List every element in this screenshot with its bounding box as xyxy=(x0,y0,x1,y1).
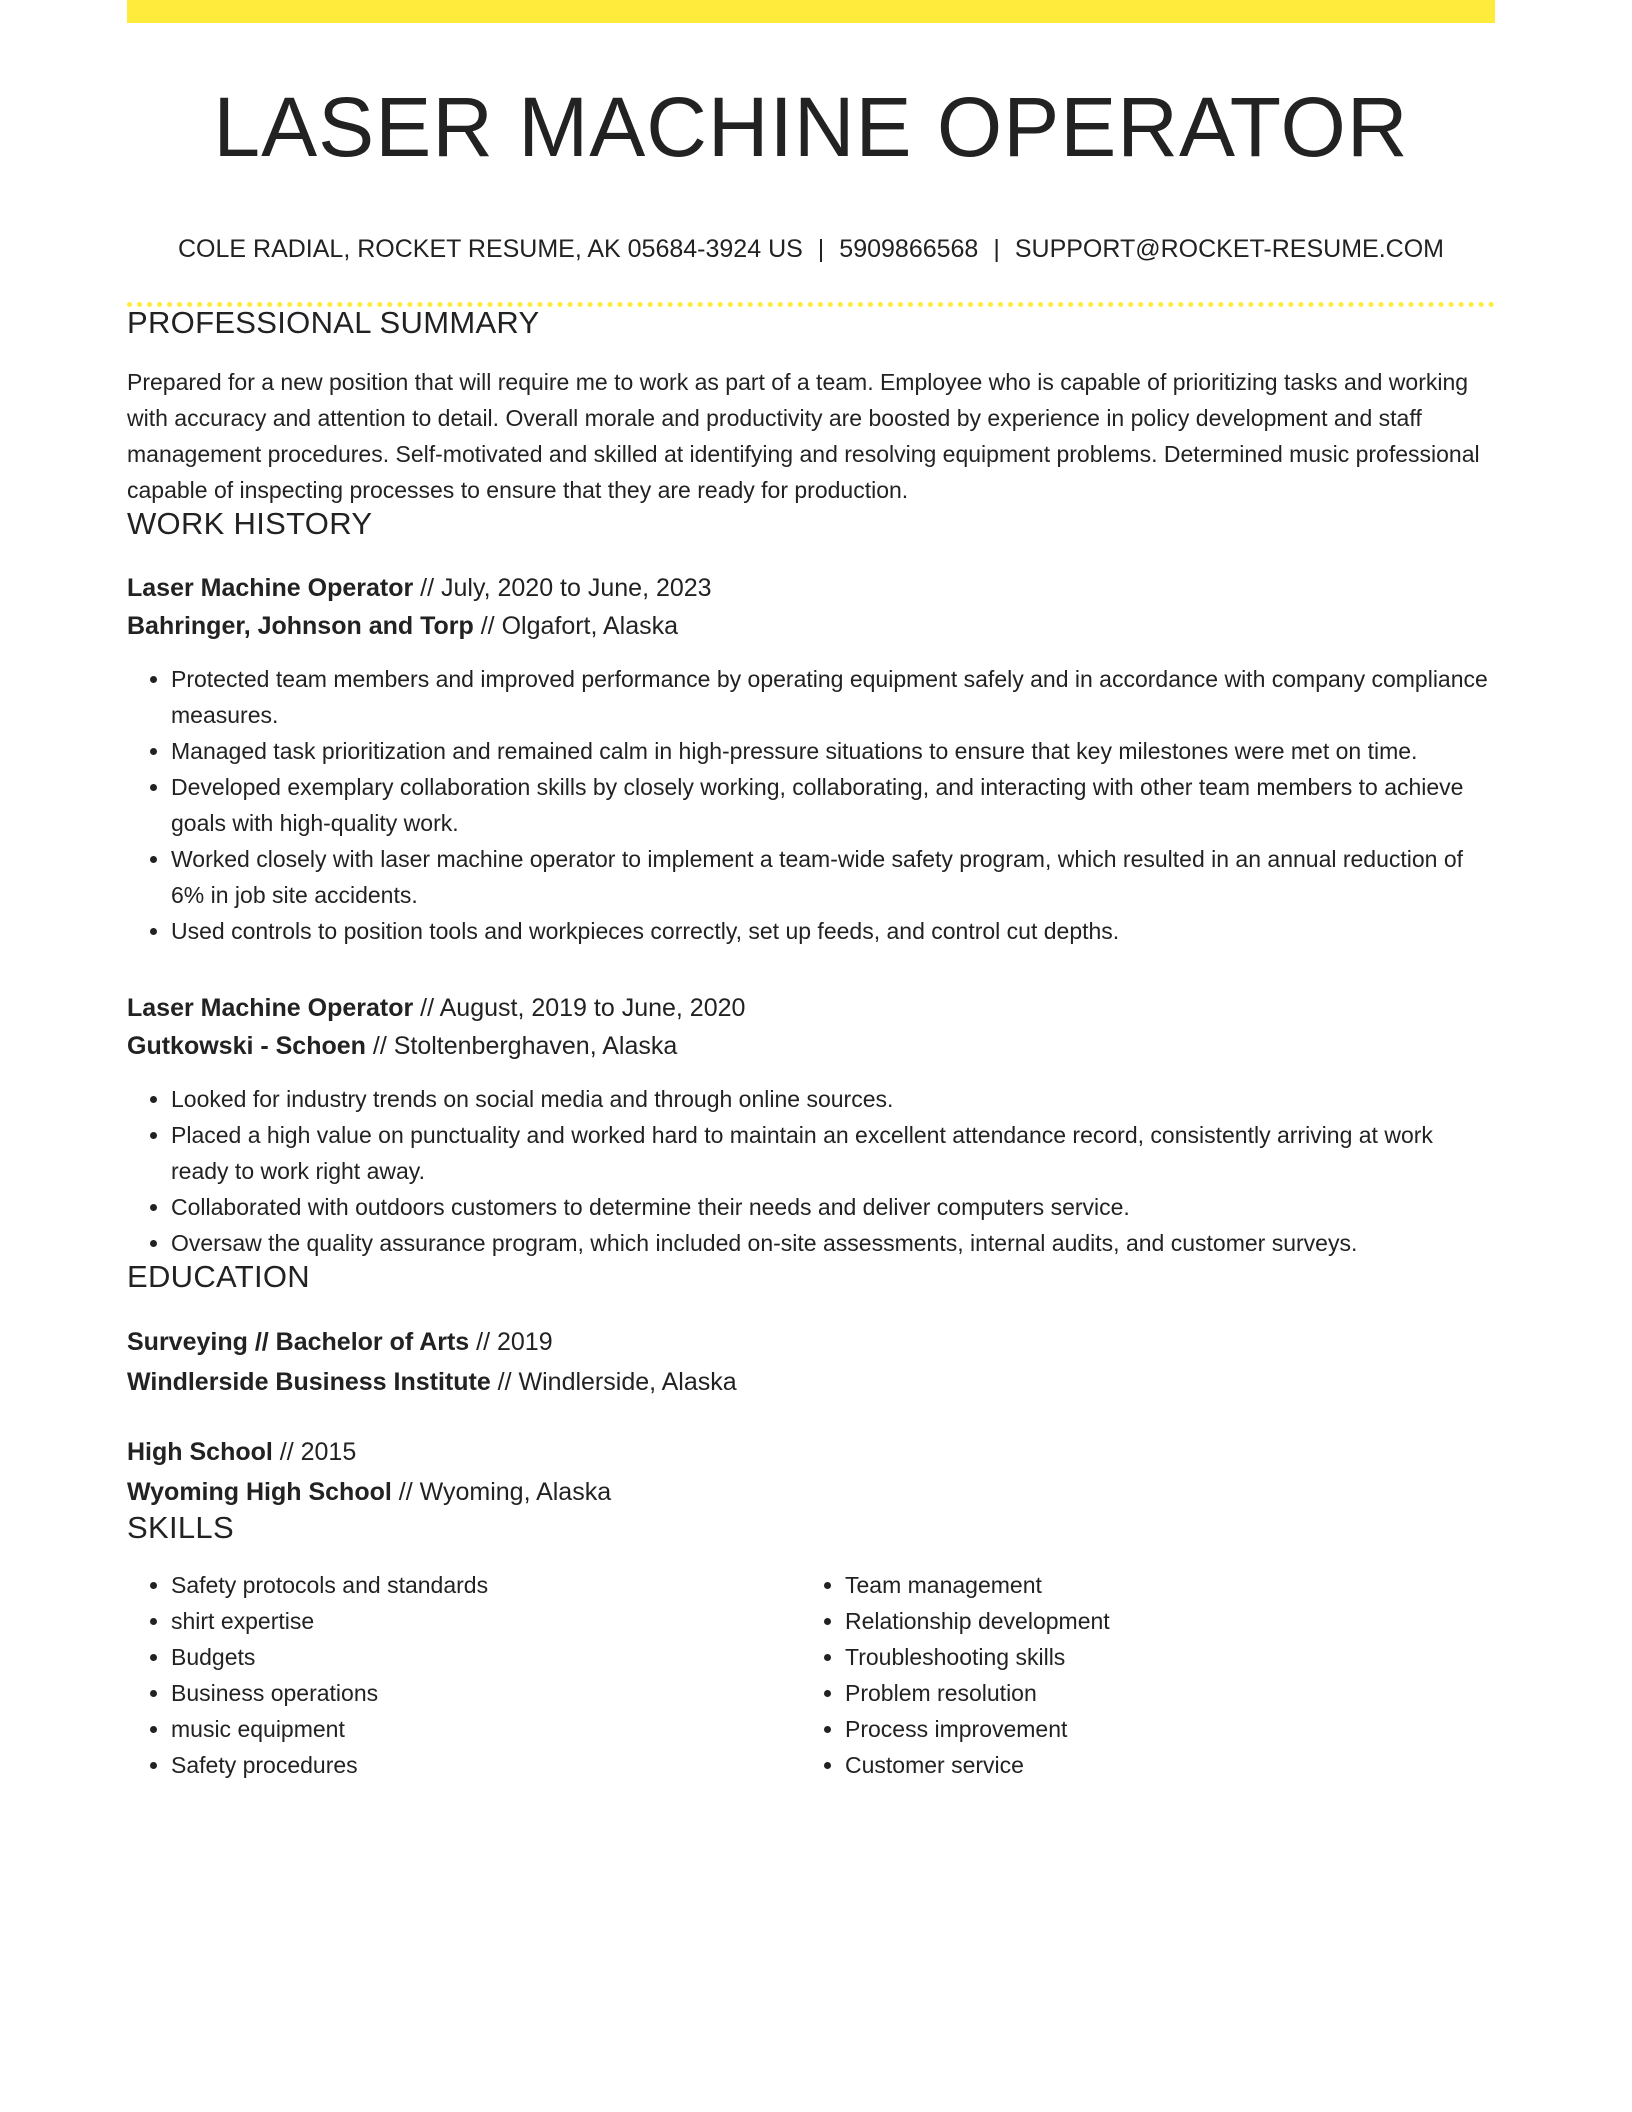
summary-heading: PROFESSIONAL SUMMARY xyxy=(127,305,540,340)
education-degree: Surveying // Bachelor of Arts xyxy=(127,1328,470,1356)
skill-item: • Safety protocols and standards xyxy=(171,1567,801,1603)
skill-item: • Relationship development xyxy=(845,1603,1495,1639)
skill-item: • Problem resolution xyxy=(845,1675,1495,1711)
education-degree-line xyxy=(127,1432,1495,1472)
job-dates: // August, 2019 to June, 2020 xyxy=(413,994,746,1022)
education-location: // Wyoming, Alaska xyxy=(391,1478,612,1506)
job-bullets xyxy=(127,661,1495,949)
skill-item: • Team management xyxy=(845,1567,1495,1603)
education-school-line xyxy=(127,1362,1495,1402)
job-bullets xyxy=(127,1081,1495,1261)
job-company: Gutkowski - Schoen xyxy=(127,1032,366,1060)
education-school: Windlerside Business Institute xyxy=(127,1368,491,1396)
job-bullet: • Collaborated with outdoors customers to determine their needs and deliver computers service. xyxy=(171,1189,1495,1225)
skills-heading: SKILLS xyxy=(127,1510,234,1545)
job-bullet: • Used controls to position tools and workpieces correctly, set up feeds, and control cut depths. xyxy=(171,913,1495,949)
skill-item: • music equipment xyxy=(171,1711,801,1747)
education-year: // 2019 xyxy=(469,1328,553,1356)
skill-item: • shirt expertise xyxy=(171,1603,801,1639)
job-company: Bahringer, Johnson and Torp xyxy=(127,612,474,640)
job-title-line xyxy=(127,989,1495,1027)
skill-item: • Customer service xyxy=(845,1747,1495,1783)
job-bullet: • Placed a high value on punctuality and worked hard to maintain an excellent attendance record, consistently arriving at work ready to work right away. xyxy=(171,1117,1495,1189)
contact-line xyxy=(127,237,1495,262)
education-degree: High School xyxy=(127,1438,273,1466)
education-school-line xyxy=(127,1472,1495,1512)
education-heading: EDUCATION xyxy=(127,1259,310,1294)
job-dates: // July, 2020 to June, 2023 xyxy=(413,574,712,602)
job-title: Laser Machine Operator xyxy=(127,994,414,1022)
job-bullet: • Managed task prioritization and remained calm in high-pressure situations to ensure that key milestones were met on time. xyxy=(171,733,1495,769)
contact-separator: | xyxy=(993,235,1000,263)
contact-email: SUPPORT@ROCKET-RESUME.COM xyxy=(1014,235,1444,263)
education-location: // Windlerside, Alaska xyxy=(490,1368,737,1396)
education-entry xyxy=(127,1322,1495,1402)
contact-address: COLE RADIAL, ROCKET RESUME, AK 05684-3924 US xyxy=(178,235,803,263)
job-entry xyxy=(127,569,1495,949)
resume-title: LASER MACHINE OPERATOR xyxy=(213,80,1409,174)
resume-page xyxy=(127,0,1495,1783)
summary-text: Prepared for a new position that will require me to work as part of a team. Employee who is capable of prioritizing tasks and working with accuracy and attention to detail. Overall morale and productivity are boosted by experience in policy development and staff management procedures. Self-motivated and skilled at identifying and resolving equipment problems. Determined music professional capable of inspecting processes to ensure that they are ready for production. xyxy=(127,369,1480,503)
job-company-line xyxy=(127,1027,1495,1065)
education-year: // 2015 xyxy=(272,1438,357,1466)
work-history-heading: WORK HISTORY xyxy=(127,506,373,541)
job-bullet: • Oversaw the quality assurance program, which included on-site assessments, internal audits, and customer surveys. xyxy=(171,1225,1495,1261)
job-bullet: • Worked closely with laser machine operator to implement a team-wide safety program, which resulted in an annual reduction of 6% in job site accidents. xyxy=(171,841,1495,913)
skills-list-left xyxy=(127,1567,801,1783)
job-bullet: • Looked for industry trends on social media and through online sources. xyxy=(171,1081,1495,1117)
skill-item: • Safety procedures xyxy=(171,1747,801,1783)
job-title-line xyxy=(127,569,1495,607)
education-entry xyxy=(127,1432,1495,1512)
job-location: // Stoltenberghaven, Alaska xyxy=(365,1032,678,1060)
job-bullet: • Developed exemplary collaboration skills by closely working, collaborating, and interacting with other team members to achieve goals with high-quality work. xyxy=(171,769,1495,841)
education-degree-line xyxy=(127,1322,1495,1362)
job-company-line xyxy=(127,607,1495,645)
job-title: Laser Machine Operator xyxy=(127,574,414,602)
skill-item: • Process improvement xyxy=(845,1711,1495,1747)
job-entry xyxy=(127,989,1495,1261)
skills-columns xyxy=(127,1567,1495,1783)
skill-item: • Troubleshooting skills xyxy=(845,1639,1495,1675)
contact-phone: 5909866568 xyxy=(839,235,979,263)
job-bullet: • Protected team members and improved performance by operating equipment safely and in accordance with company compliance measures. xyxy=(171,661,1495,733)
education-school: Wyoming High School xyxy=(127,1478,392,1506)
skills-list-right xyxy=(801,1567,1495,1783)
job-location: // Olgafort, Alaska xyxy=(473,612,679,640)
skill-item: • Business operations xyxy=(171,1675,801,1711)
contact-separator: | xyxy=(817,235,825,263)
skill-item: • Budgets xyxy=(171,1639,801,1675)
accent-top-bar xyxy=(127,0,1495,23)
